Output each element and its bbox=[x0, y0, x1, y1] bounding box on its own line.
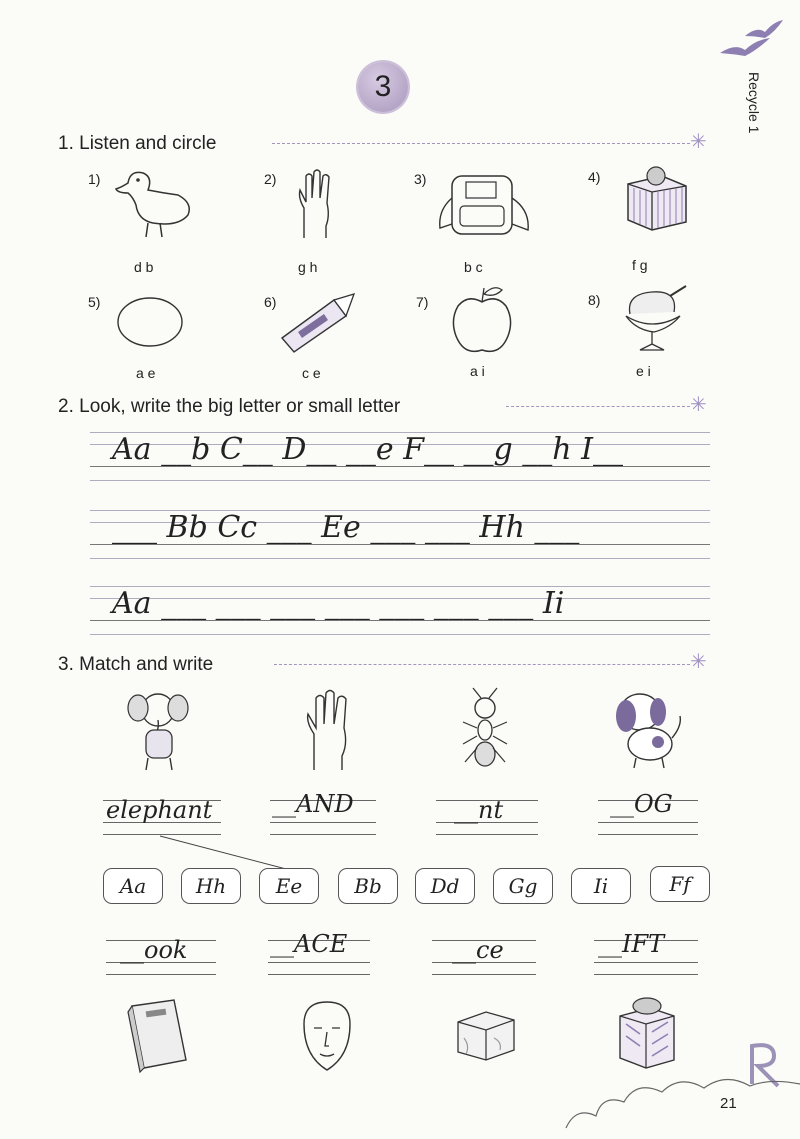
star-icon: ✳ bbox=[690, 131, 707, 153]
word-gift[interactable]: __IFT bbox=[598, 930, 665, 958]
star-icon: ✳ bbox=[690, 394, 707, 416]
ice-icon bbox=[452, 1004, 522, 1064]
options[interactable]: d b bbox=[134, 259, 154, 275]
gift-icon bbox=[614, 994, 680, 1070]
word-ant[interactable]: __nt bbox=[454, 796, 504, 824]
book-icon bbox=[124, 998, 194, 1074]
side-label: Recycle 1 bbox=[746, 72, 762, 134]
word-dog[interactable]: __OG bbox=[610, 790, 673, 818]
options[interactable]: b c bbox=[464, 259, 483, 275]
item-number: 1) bbox=[88, 171, 101, 187]
star-icon: ✳ bbox=[690, 651, 707, 673]
card-gg[interactable]: Gg bbox=[493, 868, 553, 904]
section-1-title: 1. Listen and circle bbox=[58, 133, 217, 154]
item-number: 6) bbox=[264, 294, 277, 310]
item-number: 3) bbox=[414, 171, 427, 187]
word-ice[interactable]: __ce bbox=[452, 936, 504, 964]
word-face[interactable]: __ACE bbox=[270, 930, 348, 958]
card-bb[interactable]: Bb bbox=[338, 868, 398, 904]
options[interactable]: c e bbox=[302, 365, 321, 381]
word-hand[interactable]: __AND bbox=[272, 790, 354, 818]
card-hh[interactable]: Hh bbox=[181, 868, 241, 904]
writing-row-2[interactable]: ___ Bb Cc ___ Ee ___ ___ Hh ___ bbox=[112, 510, 580, 545]
options[interactable]: a i bbox=[470, 363, 485, 379]
item-number: 4) bbox=[588, 169, 601, 185]
options[interactable]: g h bbox=[298, 259, 318, 275]
unit-badge: 3 bbox=[358, 62, 408, 112]
card-ii[interactable]: Ii bbox=[571, 868, 631, 904]
card-ff[interactable]: Ff bbox=[650, 866, 710, 902]
item-number: 8) bbox=[588, 292, 601, 308]
writing-row-3[interactable]: Aa ___ ___ ___ ___ ___ ___ ___ Ii bbox=[112, 586, 565, 621]
writing-row-1[interactable]: Aa __b C__ D__ __e F__ __g __h I__ bbox=[112, 432, 623, 467]
options[interactable]: a e bbox=[136, 365, 156, 381]
item-number: 5) bbox=[88, 294, 101, 310]
card-dd[interactable]: Dd bbox=[415, 868, 475, 904]
card-ee[interactable]: Ee bbox=[259, 868, 319, 904]
options[interactable]: e i bbox=[636, 363, 651, 379]
options[interactable]: f g bbox=[632, 257, 648, 273]
word-book[interactable]: __ook bbox=[120, 936, 188, 964]
item-number: 7) bbox=[416, 294, 429, 310]
card-aa[interactable]: Aa bbox=[103, 868, 163, 904]
item-number: 2) bbox=[264, 171, 277, 187]
page-number: 21 bbox=[720, 1095, 737, 1112]
section-3-title: 3. Match and write bbox=[58, 654, 214, 675]
face-icon bbox=[296, 1000, 358, 1074]
cloud-decoration bbox=[566, 1070, 800, 1139]
word-elephant[interactable]: elephant bbox=[106, 796, 213, 824]
section-2-title: 2. Look, write the big letter or small letter bbox=[58, 396, 401, 417]
